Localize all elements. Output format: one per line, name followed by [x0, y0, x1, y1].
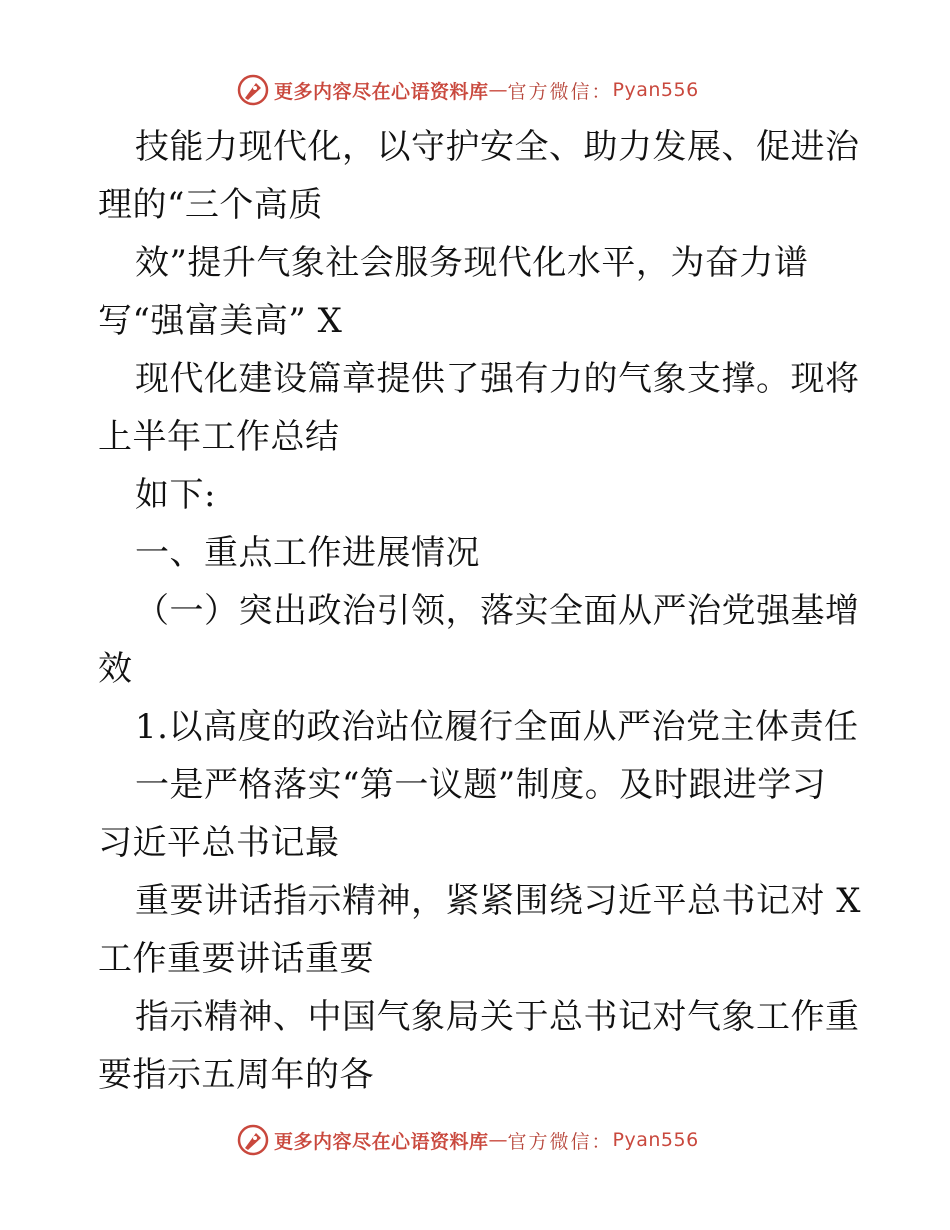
body-line: 重要讲话指示精神，紧紧围绕习近平总书记对 X — [135, 881, 862, 921]
watermark-header — [236, 73, 699, 107]
watermark-wechat-id: Pyan556 — [612, 1129, 699, 1151]
subsection-heading: （一）突出政治引领，落实全面从严治党强基增 — [135, 591, 860, 631]
watermark-wechat-id: Pyan556 — [612, 79, 699, 101]
watermark-wechat-label: 官方微信： — [507, 80, 613, 103]
body-line: 效 — [98, 649, 133, 689]
body-line: 效”提升气象社会服务现代化水平，为奋力谱 — [135, 243, 809, 283]
watermark-main-text: 更多内容尽在心语资料库 — [274, 80, 489, 103]
pen-nib-logo-icon — [236, 73, 270, 107]
item-heading: 1.以高度的政治站位履行全面从严治党主体责任 — [135, 707, 859, 747]
watermark-footer — [236, 1123, 699, 1157]
body-line: 现代化建设篇章提供了强有力的气象支撑。现将 — [135, 359, 860, 399]
body-line: 一是严格落实“第一议题”制度。及时跟进学习 — [135, 765, 827, 805]
body-line: 习近平总书记最 — [98, 823, 340, 863]
section-heading: 一、重点工作进展情况 — [135, 533, 480, 573]
watermark-main-text: 更多内容尽在心语资料库 — [274, 1130, 489, 1153]
watermark-dash: — — [488, 79, 508, 101]
watermark-dash: — — [488, 1129, 508, 1151]
body-line: 理的“三个高质 — [98, 185, 323, 225]
body-line: 工作重要讲话重要 — [98, 939, 374, 979]
body-line: 指示精神、中国气象局关于总书记对气象工作重 — [135, 997, 860, 1037]
body-line: 技能力现代化，以守护安全、助力发展、促进治 — [135, 127, 860, 167]
watermark-wechat-label: 官方微信： — [507, 1130, 613, 1153]
body-line: 要指示五周年的各 — [98, 1055, 374, 1095]
pen-nib-logo-icon — [236, 1123, 270, 1157]
body-line: 写“强富美高” X — [98, 301, 343, 341]
body-line: 如下: — [135, 475, 216, 515]
body-line: 上半年工作总结 — [98, 417, 340, 457]
